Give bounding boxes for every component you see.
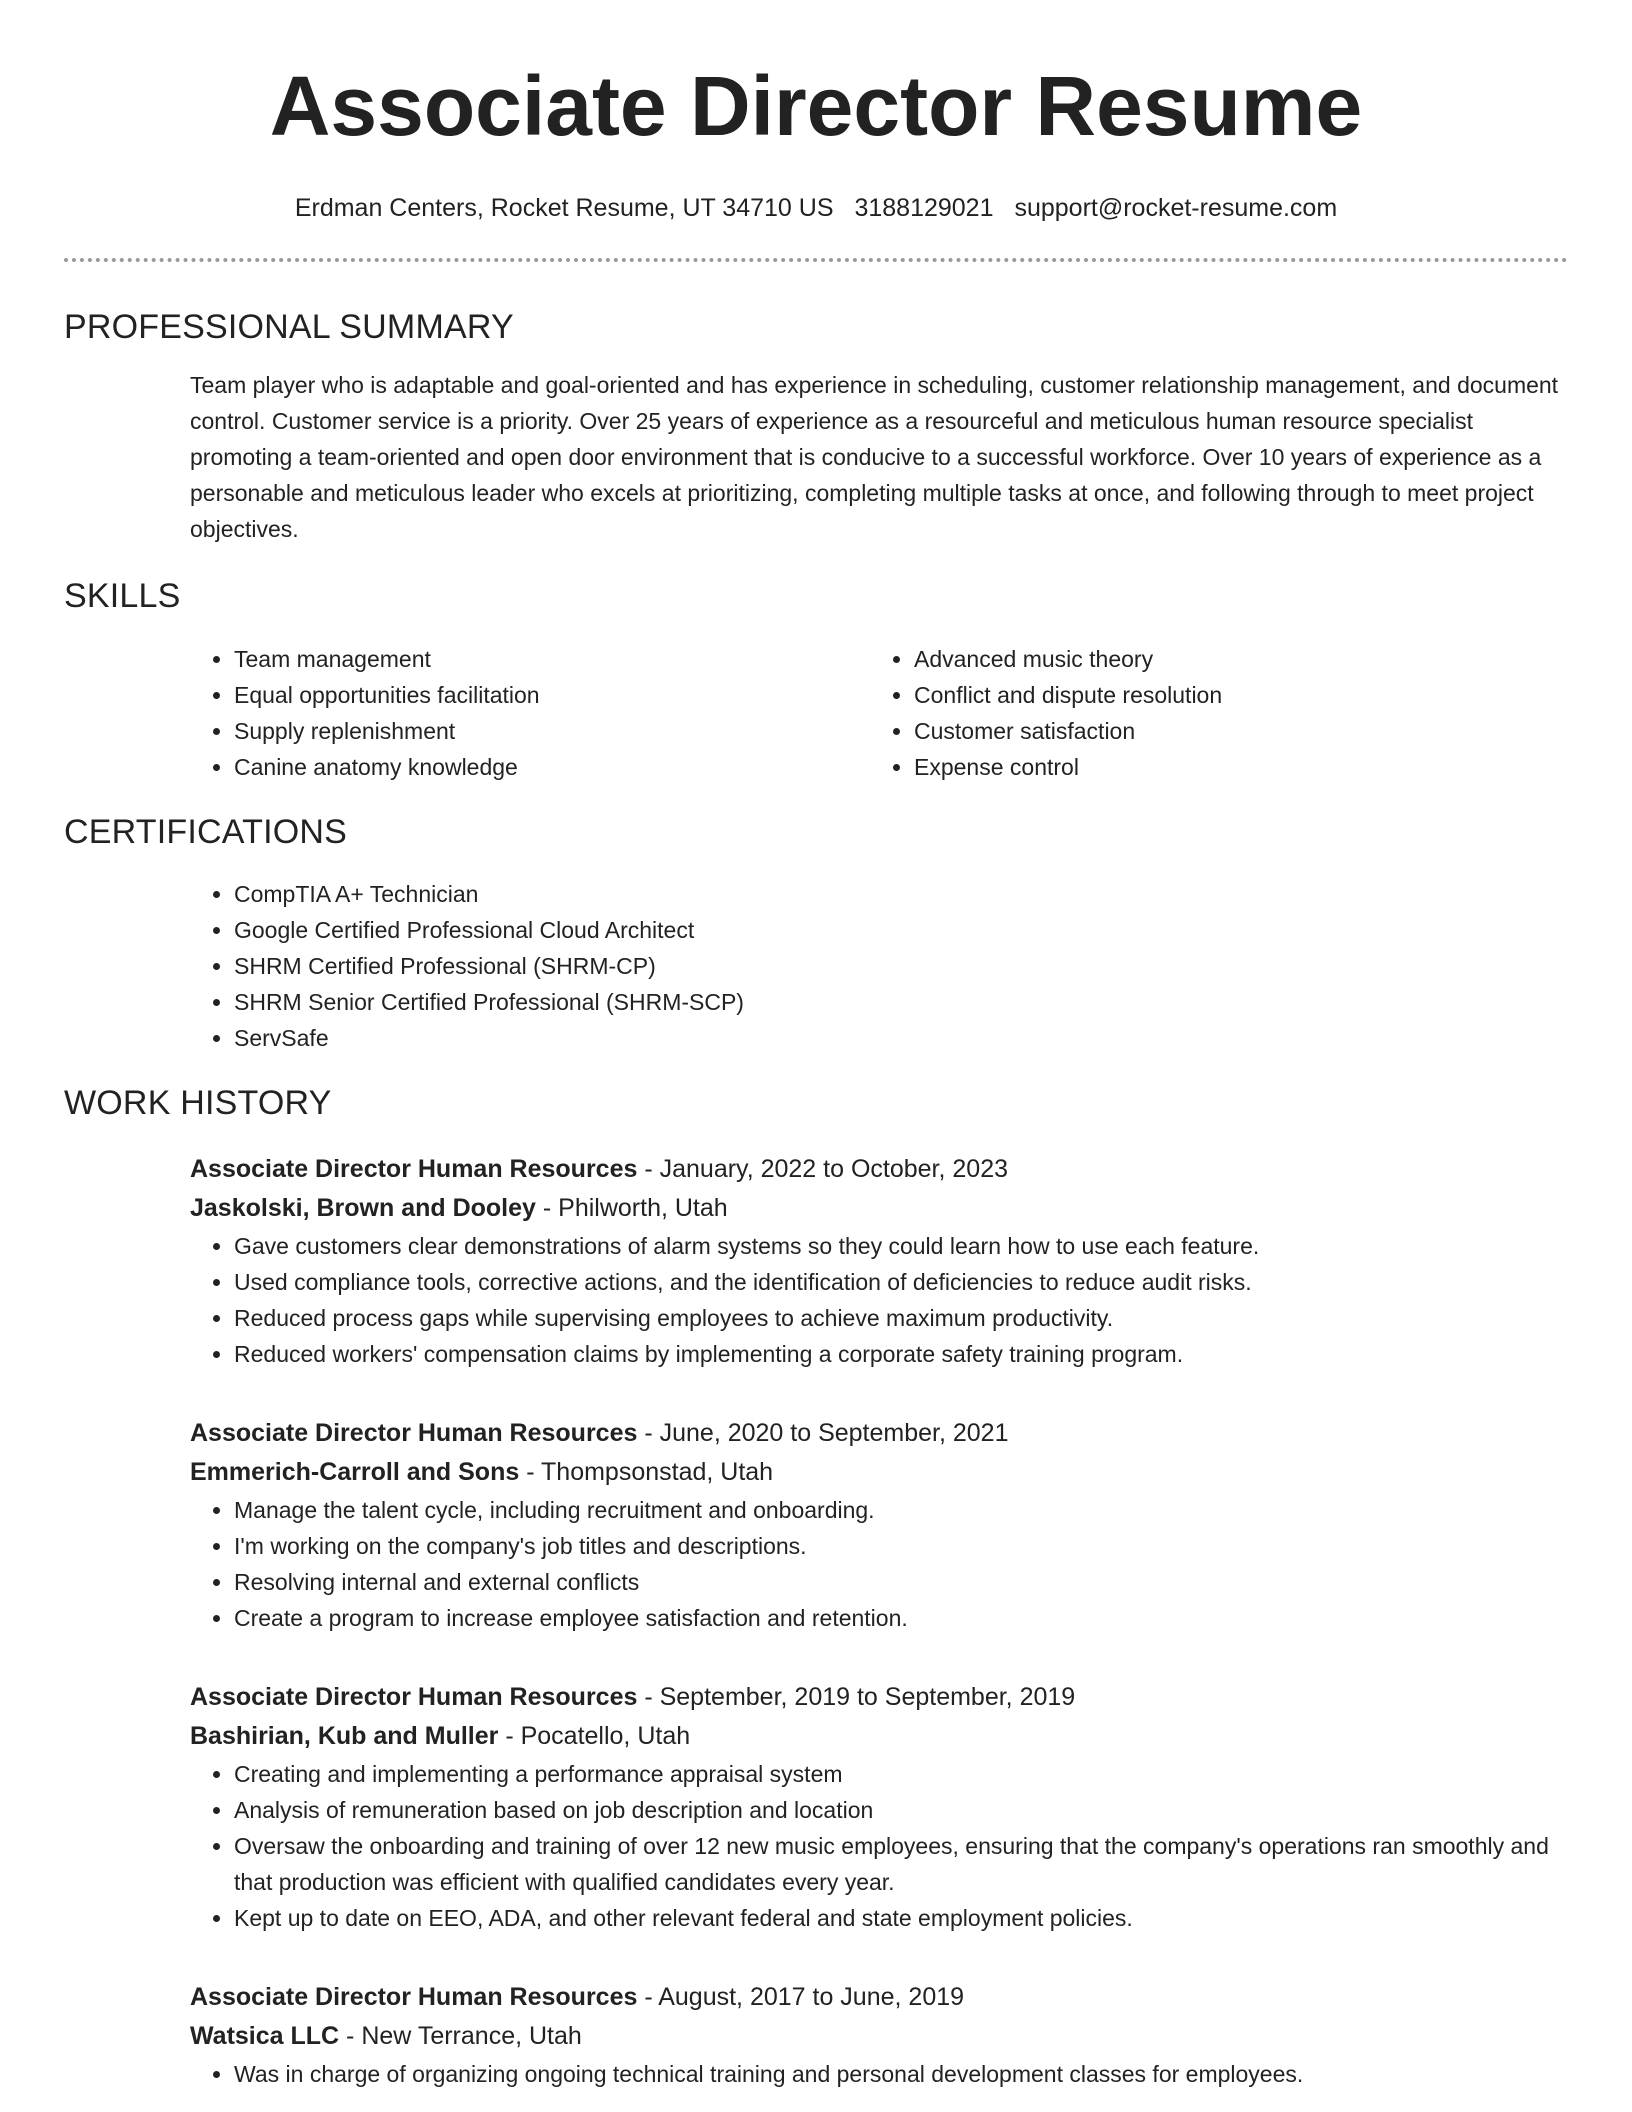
job-entry — [190, 1414, 1568, 1636]
job-bullet: • Kept up to date on EEO, ADA, and other relevant federal and state employment policies. — [234, 1900, 1568, 1936]
skills-column-right — [870, 641, 1550, 785]
job-bullet: • Create a program to increase employee satisfaction and retention. — [234, 1600, 1568, 1636]
job-dates: - June, 2020 to September, 2021 — [637, 1419, 1009, 1447]
job-bullet: • Analysis of remuneration based on job description and location — [234, 1792, 1568, 1828]
job-company-line — [190, 1717, 1568, 1756]
contact-phone: 3188129021 — [854, 194, 994, 222]
skill-item: • Customer satisfaction — [914, 713, 1550, 749]
job-title-line — [190, 1978, 1568, 2017]
certification-item: • Google Certified Professional Cloud Architect — [234, 912, 1568, 948]
skill-item: • Expense control — [914, 749, 1550, 785]
resume-title: Associate Director Resume — [269, 59, 1363, 153]
skills-list-left — [190, 641, 870, 785]
job-entry — [190, 1150, 1568, 1372]
summary-text: Team player who is adaptable and goal-oriented and has experience in scheduling, customer relationship management, and document control. Customer service is a priority. Over 25 years of experience as a resourceful and meticulous human resource specialist promoting a team-oriented and open door environment that is conducive to a successful workforce. Over 10 years of experience as a personable and meticulous leader who excels at prioritizing, completing multiple tasks at once, and following through to meet project objectives. — [190, 372, 1559, 542]
job-role: Associate Director Human Resources — [190, 1683, 638, 1711]
job-role: Associate Director Human Resources — [190, 1419, 638, 1447]
certification-item: • ServSafe — [234, 1020, 1568, 1056]
job-bullet: • I'm working on the company's job titles and descriptions. — [234, 1528, 1568, 1564]
job-bullet: • Resolving internal and external conflicts — [234, 1564, 1568, 1600]
job-location: - Thompsonstad, Utah — [519, 1458, 774, 1486]
job-bullets — [190, 2056, 1568, 2092]
job-bullet: • Was in charge of organizing ongoing technical training and personal development classes for employees. — [234, 2056, 1568, 2092]
job-bullets — [190, 1228, 1568, 1372]
job-bullet: • Used compliance tools, corrective actions, and the identification of deficiencies to reduce audit risks. — [234, 1264, 1568, 1300]
certifications-section — [190, 876, 1568, 1056]
certification-item: • CompTIA A+ Technician — [234, 876, 1568, 912]
job-company: Emmerich-Carroll and Sons — [190, 1458, 520, 1486]
job-entry — [190, 1978, 1568, 2092]
certifications-list — [190, 876, 1568, 1056]
summary-section — [190, 367, 1568, 547]
contact-line — [64, 192, 1568, 224]
job-bullet: • Reduced workers' compensation claims by implementing a corporate safety training program. — [234, 1336, 1568, 1372]
job-title-line — [190, 1678, 1568, 1717]
contact-address: Erdman Centers, Rocket Resume, UT 34710 US — [294, 194, 834, 222]
contact-email: support@rocket-resume.com — [1014, 194, 1338, 222]
skills-list-right — [870, 641, 1550, 785]
job-dates: - January, 2022 to October, 2023 — [637, 1155, 1008, 1183]
certification-item: • SHRM Senior Certified Professional (SHRM-SCP) — [234, 984, 1568, 1020]
work-history-heading: WORK HISTORY — [64, 1084, 332, 1122]
job-company: Bashirian, Kub and Muller — [190, 1722, 499, 1750]
skill-item: • Canine anatomy knowledge — [234, 749, 870, 785]
job-role: Associate Director Human Resources — [190, 1155, 638, 1183]
job-company-line — [190, 2017, 1568, 2056]
skills-column-left — [190, 641, 870, 785]
job-dates: - August, 2017 to June, 2019 — [637, 1983, 965, 2011]
job-entry — [190, 1678, 1568, 1936]
job-title-line — [190, 1414, 1568, 1453]
job-bullets — [190, 1492, 1568, 1636]
certifications-heading: CERTIFICATIONS — [64, 813, 348, 851]
job-company-line — [190, 1189, 1568, 1228]
job-company: Jaskolski, Brown and Dooley — [190, 1194, 536, 1222]
job-bullet: • Oversaw the onboarding and training of over 12 new music employees, ensuring that the company's operations ran smoothly and that production was efficient with qualified candidates every year. — [234, 1828, 1568, 1900]
job-bullet: • Manage the talent cycle, including recruitment and onboarding. — [234, 1492, 1568, 1528]
skill-item: • Equal opportunities facilitation — [234, 677, 870, 713]
job-company: Watsica LLC — [190, 2022, 340, 2050]
skill-item: • Team management — [234, 641, 870, 677]
certification-item: • SHRM Certified Professional (SHRM-CP) — [234, 948, 1568, 984]
job-bullet: • Gave customers clear demonstrations of alarm systems so they could learn how to use each feature. — [234, 1228, 1568, 1264]
skill-item: • Conflict and dispute resolution — [914, 677, 1550, 713]
summary-heading: PROFESSIONAL SUMMARY — [64, 308, 514, 346]
skills-section — [190, 641, 1568, 785]
job-title-line — [190, 1150, 1568, 1189]
job-role: Associate Director Human Resources — [190, 1983, 638, 2011]
job-bullet: • Creating and implementing a performance appraisal system — [234, 1756, 1568, 1792]
job-location: - Philworth, Utah — [535, 1194, 728, 1222]
skill-item: • Advanced music theory — [914, 641, 1550, 677]
job-location: - Pocatello, Utah — [498, 1722, 691, 1750]
job-company-line — [190, 1453, 1568, 1492]
job-dates: - September, 2019 to September, 2019 — [637, 1683, 1076, 1711]
job-bullets — [190, 1756, 1568, 1936]
skill-item: • Supply replenishment — [234, 713, 870, 749]
job-bullet: • Reduced process gaps while supervising employees to achieve maximum productivity. — [234, 1300, 1568, 1336]
job-location: - New Terrance, Utah — [339, 2022, 582, 2050]
header-divider — [64, 258, 1568, 262]
skills-heading: SKILLS — [64, 577, 181, 615]
